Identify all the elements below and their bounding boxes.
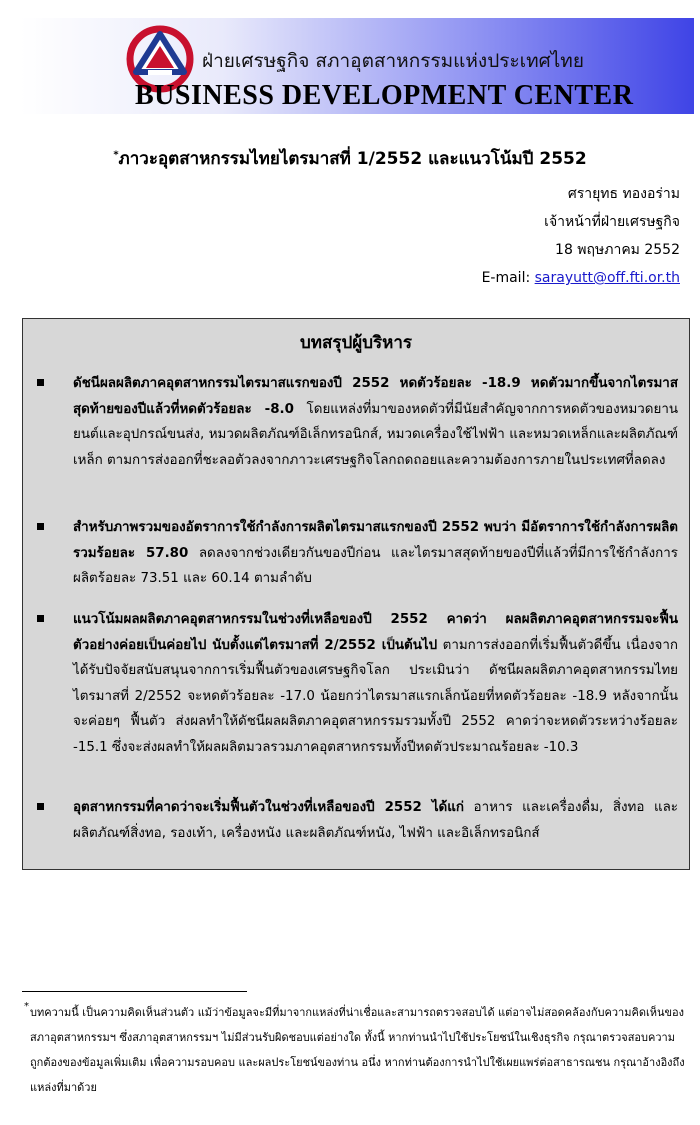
author-date: 18 พฤษภาคม 2552 [555, 242, 680, 258]
author-email-line [482, 264, 680, 292]
author-name: ศรายุทธ ทองอร่าม [567, 186, 680, 202]
email-link[interactable]: sarayutt@off.fti.or.th [534, 270, 680, 286]
title-text: ภาวะอุตสาหกรรมไทยไตรมาสที่ 1/2552 และแนวโน้มปี 2552 [118, 149, 587, 169]
footnote-divider [22, 991, 247, 992]
author-position: เจ้าหน้าที่ฝ่ายเศรษฐกิจ [544, 214, 680, 230]
email-label: E-mail: [481, 270, 535, 286]
bullet-bold-text: อุตสาหกรรมที่คาดว่าจะเริ่มฟื้นตัวในช่วงที่เหลือของปี 2552 ได้แก่ [73, 800, 464, 815]
header-banner [20, 18, 694, 114]
footnote [24, 1000, 685, 1100]
header-english-title: BUSINESS DEVELOPMENT CENTER [135, 80, 634, 111]
bullet-square-icon [37, 803, 44, 810]
title-footnote-mark: * [113, 149, 119, 161]
header-thai-title: ฝ่ายเศรษฐกิจ สภาอุตสาหกรรมแห่งประเทศไทย [202, 50, 584, 72]
bullet-text [73, 795, 678, 846]
summary-bullet [33, 371, 678, 473]
bullet-square-icon [37, 379, 44, 386]
bullet-square-icon [37, 615, 44, 622]
bullet-square-icon [37, 523, 44, 530]
summary-bullet [33, 515, 678, 592]
document-title [0, 145, 700, 172]
bullet-body-text: ลดลงจากช่วงเดียวกันของปีก่อน และไตรมาสสุดท้ายของปีที่แล้วที่มีการใช้กำลังการผลิตร้อยละ 73.51 และ 60.14 ตามลำดับ [73, 545, 678, 586]
bullet-text [73, 515, 678, 592]
bullet-bold-text: แนวโน้มผลผลิตภาคอุตสาหกรรมในช่วงที่เหลือของปี 2552 คาดว่า ผลผลิตภาคอุตสาหกรรมจะฟื้นตัวอย่างค่อยเป็นค่อยไป นับตั้งแต่ไตรมาสที่ 2/2552 เป็นต้นไป [73, 612, 678, 653]
summary-bullet [33, 795, 678, 846]
summary-title: บทสรุปผู้บริหาร [299, 333, 413, 353]
footnote-text: บทความนี้ เป็นความคิดเห็นส่วนตัว แม้ว่าข้อมูลจะมีที่มาจากแหล่งที่น่าเชื่อและสามารถตรวจสอบได้ แต่อาจไม่สอดคล้องกับความคิดเห็นของสภาอุตสาหกรรมฯ ซึ่งสภาอุตสาหกรรมฯ ไม่มีส่วนรับผิดชอบแต่อย่างใด ทั้งนี้ หากท่านนำไปใช้ประโยชน์ในเชิงธุรกิจ กรุณาตรวจสอบความถูกต้องของข้อมูลเพิ่มเติม เพื่อความรอบคอบ และผลประโยชน์ของท่าน อนึ่ง หากท่านต้องการนำไปใช้เผยแพร่ต่อสาธารณชน กรุณาอ้างอิงถึงแหล่งที่มาด้วย [30, 1006, 685, 1094]
bullet-body-text: อาหาร และเครื่องดื่ม, สิ่งทอ และผลิตภัณฑ์สิ่งทอ, รองเท้า, เครื่องหนัง และผลิตภัณฑ์หนัง, ไฟฟ้า และอิเล็กทรอนิกส์ [73, 800, 678, 841]
bullet-bold-text: สำหรับภาพรวมของอัตราการใช้กำลังการผลิตไตรมาสแรกของปี 2552 พบว่า มีอัตราการใช้กำลังการผลิตรวมร้อยละ 57.80 [73, 520, 678, 561]
bullet-bold-text: ดัชนีผลผลิตภาคอุตสาหกรรมไตรมาสแรกของปี 2552 หดตัวร้อยละ -18.9 หดตัวมากขึ้นจากไตรมาสสุดท้ายของปีแล้วที่หดตัวร้อยละ -8.0 [73, 376, 678, 417]
bullet-text [73, 607, 678, 760]
bullet-body-text: โดยแหล่งที่มาของหดตัวที่มีนัยสำคัญจากการหดตัวของหมวดยานยนต์และอุปกรณ์ขนส่ง, หมวดผลิตภัณฑ์อิเล็กทรอนิกส์, หมวดเครื่องใช้ไฟฟ้า และหมวดเหล็กและผลิตภัณฑ์เหล็ก ตามการส่งออกที่ชะลอตัวลงจากภาวะเศรษฐกิจโลกถดถอยและความต้องการภายในประเทศที่ลดลง [73, 401, 678, 468]
footnote-mark: * [24, 1001, 29, 1012]
executive-summary-box [22, 318, 690, 870]
bullet-body-text: ตามการส่งออกที่เริ่มฟื้นตัวดีขึ้น เนื่องจากได้รับปัจจัยสนับสนุนจากการเริ่มฟื้นตัวของเศรษฐกิจโลก ประเมินว่า ดัชนีผลผลิตภาคอุตสาหกรรมไทยไตรมาสที่ 2/2552 จะหดตัวร้อยละ -17.0 น้อยกว่าไตรมาสแรกเล็กน้อยที่หดตัวร้อยละ -18.9 หลังจากนั้น จะค่อยๆ ฟื้นตัว ส่งผลทำให้ดัชนีผลผลิตภาคอุตสาหกรรมรวมทั้งปี 2552 คาดว่าจะหดตัวระหว่างร้อยละ -15.1 ซึ่งจะส่งผลทำให้ผลผลิตมวลรวมภาคอุตสาหกรรมทั้งปีหดตัวประมาณร้อยละ -10.3 [73, 637, 678, 755]
bullet-text [73, 371, 678, 473]
summary-bullet [33, 607, 678, 760]
author-block [482, 180, 680, 292]
